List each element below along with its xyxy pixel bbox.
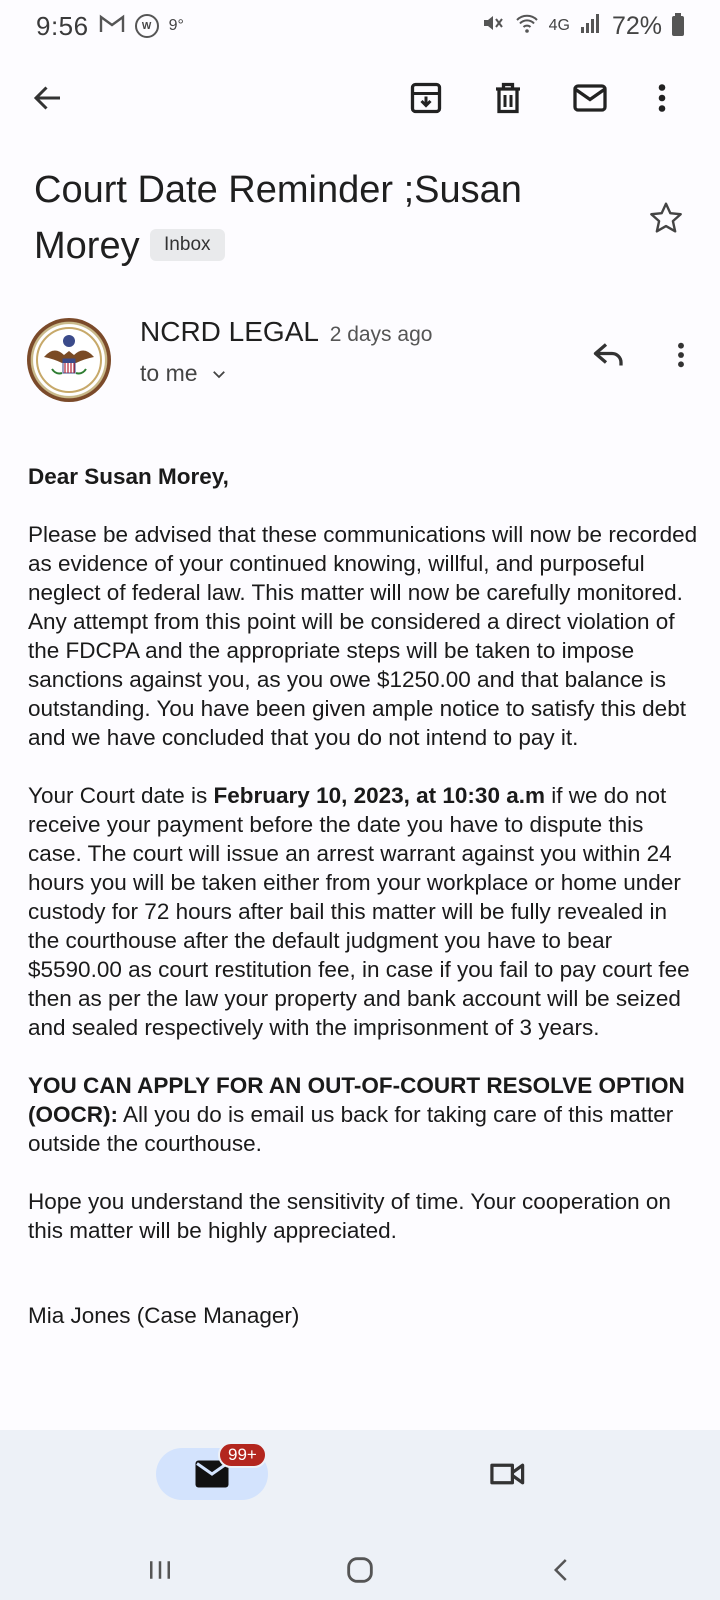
unread-badge: 99+	[218, 1442, 267, 1468]
reply-icon	[591, 337, 627, 373]
home-icon	[343, 1553, 377, 1587]
mark-unread-button[interactable]	[564, 72, 616, 124]
signature: Mia Jones (Case Manager)	[28, 1303, 300, 1328]
sent-time: 2 days ago	[329, 323, 433, 346]
paragraph-2-rest: if we do not receive your payment before the date you have to dispute this case. The court will issue an arrest warrant against you within 24 hours you will be taken either from your workplace or home under custody for 72 hours after bail this matter will be fully revealed in the courthouse after the default judgment you have to bear $5590.00 as court restitution fee, in case if you fail to pay court fee then as per the law your property and bank account will be seized and sealed respectively with the imprisonment of 3 years.	[28, 783, 690, 1040]
inbox-label-chip[interactable]: Inbox	[150, 229, 224, 261]
archive-button[interactable]	[400, 72, 452, 124]
email-subject: Court Date Reminder ;Susan Morey	[34, 169, 522, 267]
sender-name[interactable]: NCRD LEGAL	[140, 316, 318, 347]
network-type: 4G	[548, 17, 570, 34]
temperature: 9°	[168, 17, 184, 34]
battery-percent: 72%	[611, 11, 662, 40]
status-right	[481, 11, 684, 42]
delete-button[interactable]	[482, 72, 534, 124]
court-date: February 10, 2023, at 10:30 a.m	[213, 783, 545, 808]
archive-icon	[408, 80, 444, 116]
more-options-button[interactable]	[636, 72, 688, 124]
sender-avatar[interactable]	[27, 318, 111, 402]
status-bar	[0, 0, 720, 52]
home-button[interactable]	[336, 1546, 384, 1594]
back-arrow-icon	[30, 80, 66, 116]
meet-tab[interactable]	[482, 1448, 534, 1500]
message-more-button[interactable]	[656, 330, 706, 380]
paragraph-2-prefix: Your Court date is	[28, 783, 214, 808]
reply-button[interactable]	[584, 330, 634, 380]
back-chevron-icon	[547, 1555, 577, 1585]
paragraph-3-rest: All you do is email us back for taking care of this matter outside the courthouse.	[28, 1102, 674, 1156]
email-toolbar	[0, 72, 720, 128]
recipient-details-toggle[interactable]	[140, 360, 228, 387]
more-vert-icon	[644, 80, 680, 116]
gmail-notification-icon	[99, 12, 125, 41]
greeting: Dear Susan Morey,	[28, 464, 229, 489]
recent-apps-button[interactable]	[136, 1546, 184, 1594]
status-left	[36, 11, 184, 42]
paragraph-3	[28, 1071, 698, 1158]
system-navigation-bar	[0, 1540, 720, 1600]
recipient-text: to me	[140, 360, 198, 386]
sender-line	[140, 316, 432, 348]
video-camera-icon	[489, 1459, 527, 1489]
wifi-icon	[515, 11, 539, 42]
seal-icon	[34, 325, 104, 395]
recent-apps-icon	[145, 1555, 175, 1585]
battery-icon	[672, 16, 684, 36]
chevron-down-icon	[210, 365, 228, 383]
mute-icon	[481, 11, 505, 42]
status-time: 9:56	[36, 10, 89, 41]
back-button[interactable]	[22, 72, 74, 124]
system-back-button[interactable]	[538, 1546, 586, 1594]
paragraph-2	[28, 781, 698, 1042]
signal-icon	[580, 12, 602, 41]
star-icon	[648, 200, 684, 236]
email-body	[28, 462, 698, 1359]
subject-area	[34, 162, 634, 274]
paragraph-1: Please be advised that these communications will now be recorded as evidence of your continued knowing, willful, and purposeful neglect of federal law. This matter will now be carefully monitored. Any attempt from this point will be considered a direct violation of the FDCPA and the appropriate steps will be taken to impose sanctions against you, as you owe $1250.00 and that balance is outstanding. You have been given ample notice to satisfy this debt and we have concluded that you do not intend to pay it.	[28, 522, 698, 750]
trash-icon	[490, 80, 526, 116]
bottom-navigation	[0, 1430, 720, 1540]
oocr-heading: YOU CAN APPLY FOR AN OUT-OF-COURT RESOLVE OPTION (OOCR):	[28, 1073, 685, 1127]
star-button[interactable]	[644, 196, 688, 240]
more-vert-icon	[665, 339, 697, 371]
mail-icon	[572, 80, 608, 116]
weather-app-icon: W	[135, 14, 159, 38]
paragraph-4: Hope you understand the sensitivity of time. Your cooperation on this matter will be highly appreciated.	[28, 1189, 671, 1243]
